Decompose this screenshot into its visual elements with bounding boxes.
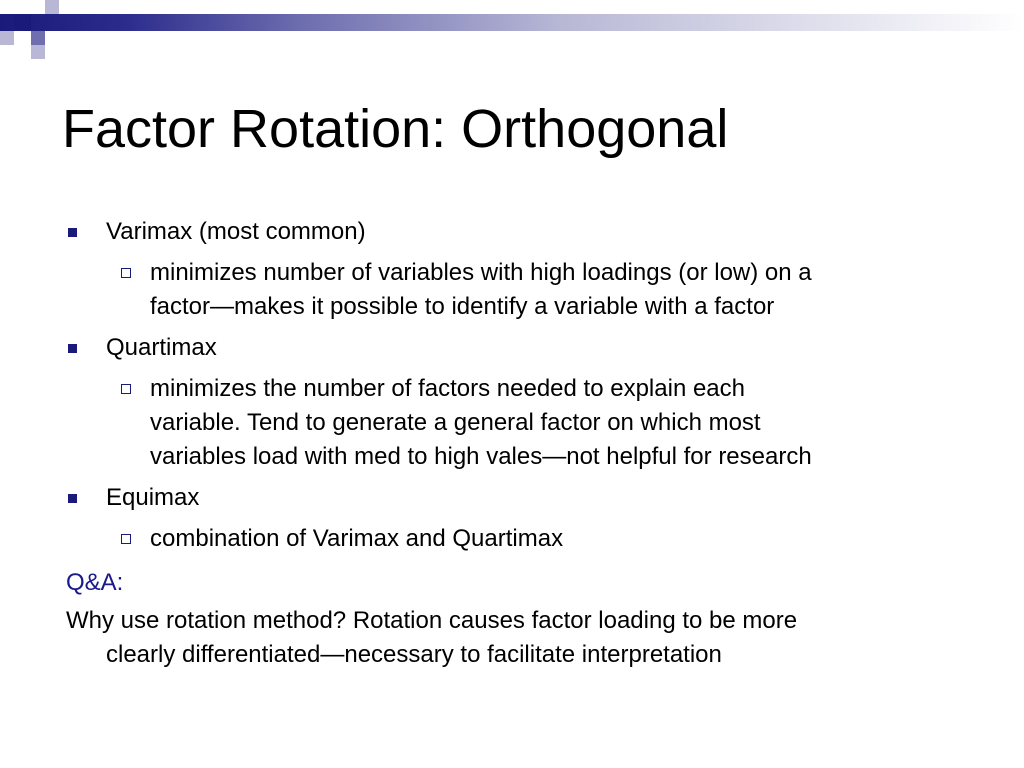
qa-label: Q&A: — [66, 569, 124, 596]
sub-bullet-equimax-line1: combination of Varimax and Quartimax — [150, 525, 564, 552]
filled-square-bullet-icon — [68, 344, 77, 353]
sub-bullet-varimax-line2: factor—makes it possible to identify a variable with a factor — [150, 293, 775, 320]
why-line-1: Why use rotation method? Rotation causes factor loading to be more — [66, 607, 798, 634]
bullet-equimax: Equimax — [106, 484, 200, 511]
filled-square-bullet-icon — [68, 494, 77, 503]
filled-square-bullet-icon — [68, 228, 77, 237]
sub-bullet-quartimax-line2: variable. Tend to generate a general factor on which most — [150, 409, 761, 436]
bullet-quartimax: Quartimax — [106, 334, 217, 361]
slide-title: Factor Rotation: Orthogonal — [62, 99, 729, 159]
sub-bullet-quartimax-line3: variables load with med to high vales—not helpful for research — [150, 443, 812, 470]
why-line-2: clearly differentiated—necessary to facilitate interpretation — [106, 641, 722, 668]
hollow-square-bullet-icon — [121, 384, 131, 394]
sub-bullet-quartimax-line1: minimizes the number of factors needed to explain each — [150, 375, 745, 402]
bullet-varimax: Varimax (most common) — [106, 218, 366, 245]
hollow-square-bullet-icon — [121, 534, 131, 544]
hollow-square-bullet-icon — [121, 268, 131, 278]
sub-bullet-varimax-line1: minimizes number of variables with high loadings (or low) on a — [150, 259, 812, 286]
why-paragraph — [66, 604, 797, 672]
